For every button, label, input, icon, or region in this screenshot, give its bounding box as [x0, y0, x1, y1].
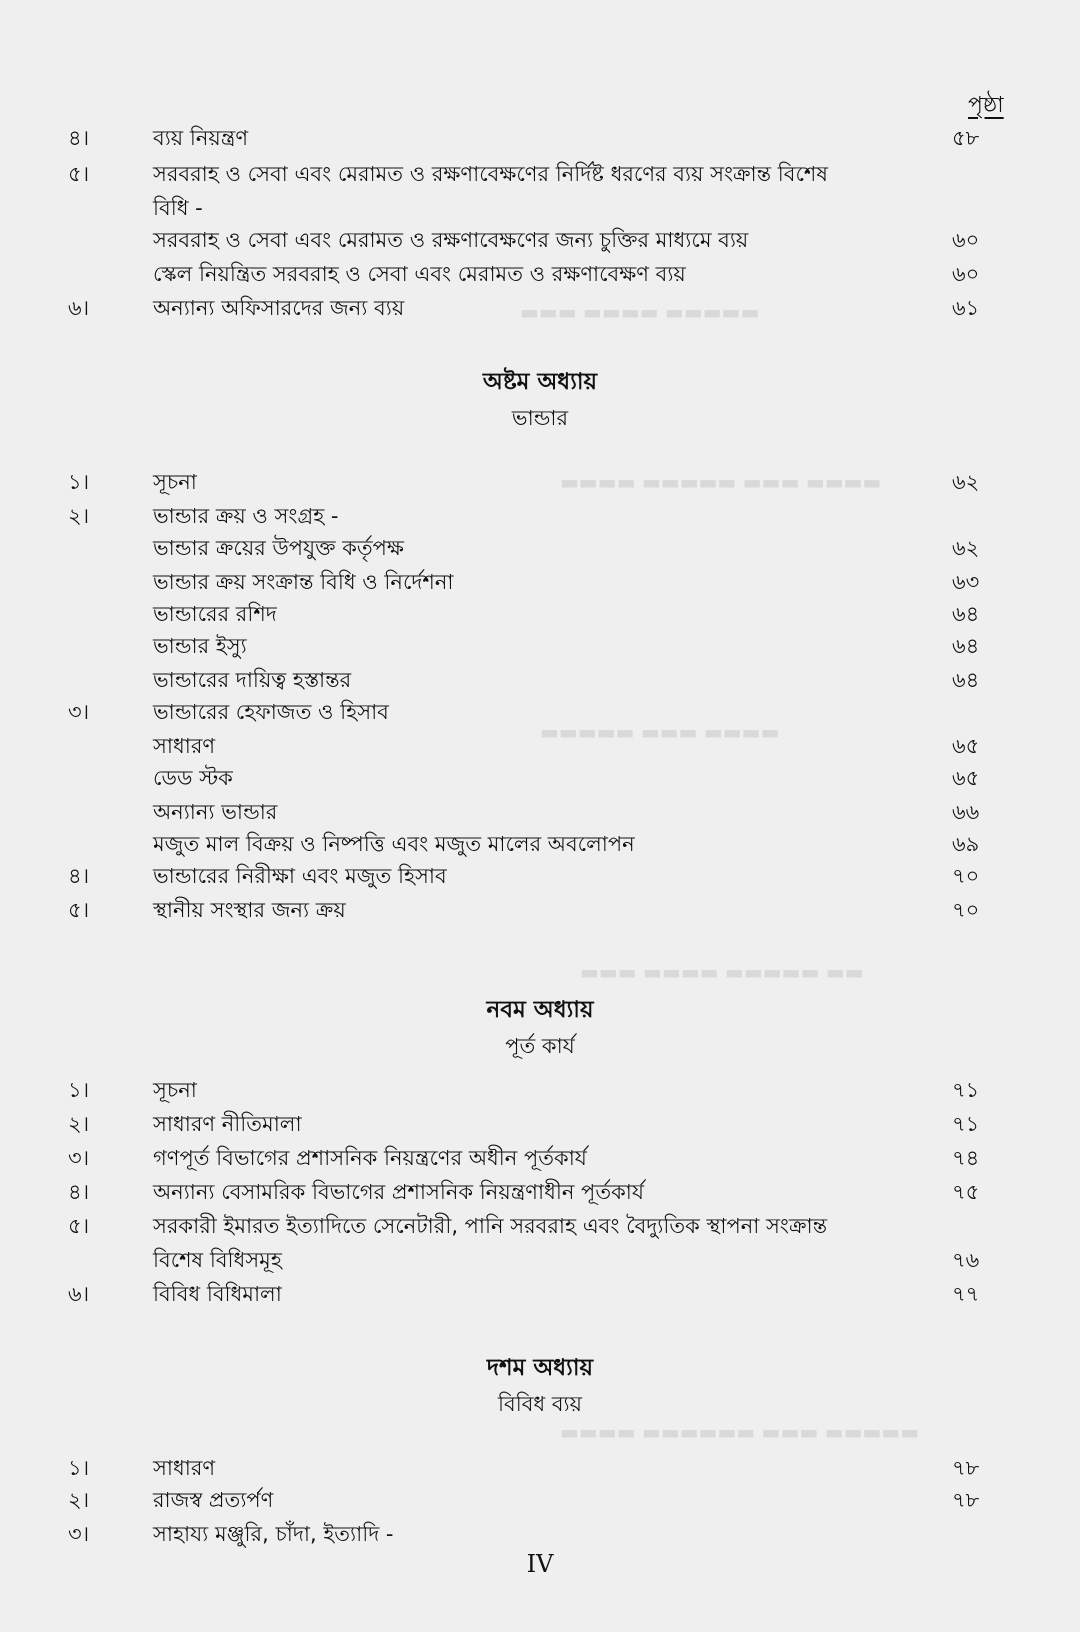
- toc-entry-title: বিশেষ বিধিসমূহ: [153, 1248, 282, 1272]
- toc-entry: [0, 1142, 1080, 1174]
- toc-entry-title: ব্যয় নিয়ন্ত্রণ: [153, 126, 249, 150]
- chapter-subheading: পূর্ত কার্য: [505, 1034, 575, 1058]
- toc-entry-title: বিধি -: [153, 196, 203, 220]
- toc-entry: [0, 796, 1080, 828]
- toc-entry-page: ৬৪: [952, 634, 980, 658]
- toc-entry: [0, 122, 1080, 154]
- toc-entry-title: ভান্ডার ক্রয়ের উপযুক্ত কর্তৃপক্ষ: [153, 536, 404, 560]
- toc-entry-number: ৩।: [68, 1146, 90, 1170]
- toc-entry: [0, 566, 1080, 598]
- toc-entry: [0, 1484, 1080, 1516]
- toc-entry: [0, 258, 1080, 290]
- toc-entry: [0, 192, 1080, 224]
- toc-entry-number: ৩।: [68, 700, 90, 724]
- toc-entry: [0, 598, 1080, 630]
- toc-entry-title: ভান্ডার ক্রয় সংক্রান্ত বিধি ও নির্দেশনা: [153, 570, 454, 594]
- toc-entry-title: রাজস্ব প্রত্যর্পণ: [153, 1488, 274, 1512]
- toc-entry-title: স্কেল নিয়ন্ত্রিত সরবরাহ ও সেবা এবং মেরামত ও রক্ষণাবেক্ষণ ব্যয়: [153, 262, 686, 286]
- toc-entry-page: ৭৮: [952, 1488, 980, 1512]
- toc-entry-title: সাধারণ নীতিমালা: [153, 1112, 302, 1136]
- toc-entry: [0, 532, 1080, 564]
- toc-entry-page: ৫৮: [952, 126, 980, 150]
- toc-entry-title: ভান্ডার ক্রয় ও সংগ্রহ -: [153, 504, 339, 528]
- toc-entry-page: ৬৪: [952, 668, 980, 692]
- toc-entry-number: ৫।: [68, 898, 90, 922]
- toc-entry-page: ৭৭: [952, 1282, 980, 1306]
- toc-entry-title: ভান্ডারের নিরীক্ষা এবং মজুত হিসাব: [153, 864, 447, 888]
- bleed-through-text: ▬▬▬▬▬ ▬▬▬ ▬▬▬▬: [540, 720, 780, 744]
- toc-entry: [0, 894, 1080, 926]
- toc-entry-page: ৬৫: [952, 766, 980, 790]
- toc-entry-number: ১।: [68, 1456, 90, 1480]
- toc-entry: [0, 696, 1080, 728]
- toc-entry-title: সাহায্য মঞ্জুরি, চাঁদা, ইত্যাদি -: [153, 1522, 394, 1546]
- toc-entry-number: ৬।: [68, 296, 90, 320]
- toc-entry-page: ৭১: [952, 1078, 980, 1102]
- toc-entry: [0, 466, 1080, 498]
- toc-entry-page: ৬৬: [952, 800, 980, 824]
- toc-entry-number: ৫।: [68, 162, 90, 186]
- toc-entry: [0, 158, 1080, 190]
- chapter-subheading: বিবিধ ব্যয়: [498, 1392, 582, 1416]
- toc-entry: [0, 1518, 1080, 1550]
- toc-entry-title: সরবরাহ ও সেবা এবং মেরামত ও রক্ষণাবেক্ষণের জন্য চুক্তির মাধ্যমে ব্যয়: [153, 228, 749, 252]
- toc-entry-number: ১।: [68, 470, 90, 494]
- toc-entry: [0, 1278, 1080, 1310]
- toc-entry-title: ভান্ডার ইস্যু: [153, 634, 247, 658]
- toc-entry: [0, 1176, 1080, 1208]
- toc-entry-title: অন্যান্য ভান্ডার: [153, 800, 278, 824]
- toc-entry-title: সাধারণ: [153, 734, 216, 758]
- toc-entry-number: ৬।: [68, 1282, 90, 1306]
- toc-entry: [0, 1108, 1080, 1140]
- toc-entry-page: ৭৪: [952, 1146, 980, 1170]
- toc-entry: [0, 730, 1080, 762]
- toc-entry: [0, 664, 1080, 696]
- toc-entry-page: ৬২: [952, 470, 980, 494]
- toc-entry-title: ভান্ডারের দায়িত্ব হস্তান্তর: [153, 668, 352, 692]
- toc-entry-title: সরকারী ইমারত ইত্যাদিতে সেনেটারী, পানি সরবরাহ এবং বৈদ্যুতিক স্থাপনা সংক্রান্ত: [153, 1214, 828, 1238]
- toc-entry: [0, 224, 1080, 256]
- toc-entry-page: ৭০: [952, 898, 980, 922]
- toc-entry-title: স্থানীয় সংস্থার জন্য ক্রয়: [153, 898, 346, 922]
- toc-entry-number: ৪।: [68, 126, 90, 150]
- toc-entry: [0, 1452, 1080, 1484]
- chapter-subheading: ভান্ডার: [511, 406, 569, 430]
- toc-entry-page: ৬৪: [952, 602, 980, 626]
- toc-entry-title: বিবিধ বিধিমালা: [153, 1282, 282, 1306]
- toc-entry-page: ৬৩: [952, 570, 980, 594]
- toc-entry-page: ৭৬: [952, 1248, 980, 1272]
- toc-entry-number: ৪।: [68, 864, 90, 888]
- toc-entry: [0, 828, 1080, 860]
- chapter-heading: অষ্টম অধ্যায়: [482, 369, 598, 395]
- toc-entry: [0, 1074, 1080, 1106]
- toc-entry-page: ৬০: [952, 262, 980, 286]
- toc-entry-number: ৫।: [68, 1214, 90, 1238]
- toc-entry: [0, 762, 1080, 794]
- toc-entry-page: ৬৫: [952, 734, 980, 758]
- toc-entry-page: ৭৮: [952, 1456, 980, 1480]
- bleed-through-text: ▬▬▬ ▬▬▬▬ ▬▬▬▬▬ ▬▬: [580, 960, 864, 984]
- toc-entry-title: অন্যান্য বেসামরিক বিভাগের প্রশাসনিক নিয়ন্ত্রণাধীন পূর্তকার্য: [153, 1180, 644, 1204]
- toc-entry-page: ৭০: [952, 864, 980, 888]
- toc-entry: [0, 292, 1080, 324]
- toc-entry-title: গণপূর্ত বিভাগের প্রশাসনিক নিয়ন্ত্রণের অধীন পূর্তকার্য: [153, 1146, 587, 1170]
- toc-entry-number: ২।: [68, 504, 90, 528]
- chapter-heading: নবম অধ্যায়: [486, 997, 594, 1023]
- toc-entry-number: ২।: [68, 1112, 90, 1136]
- toc-entry-number: ১।: [68, 1078, 90, 1102]
- toc-entry-page: ৬২: [952, 536, 980, 560]
- toc-entry-title: সূচনা: [153, 470, 197, 494]
- bleed-through-text: ▬▬▬ ▬▬▬▬ ▬▬▬▬▬: [520, 300, 760, 324]
- toc-entry-title: মজুত মাল বিক্রয় ও নিষ্পত্তি এবং মজুত মালের অবলোপন: [153, 832, 635, 856]
- toc-entry: [0, 630, 1080, 662]
- toc-entry: [0, 860, 1080, 892]
- chapter-heading: দশম অধ্যায়: [486, 1355, 594, 1381]
- toc-entry-title: সাধারণ: [153, 1456, 216, 1480]
- toc-entry-page: ৬৯: [952, 832, 980, 856]
- toc-entry-number: ৩।: [68, 1522, 90, 1546]
- toc-entry-title: অন্যান্য অফিসারদের জন্য ব্যয়: [153, 296, 405, 320]
- toc-entry-title: ডেড স্টক: [153, 766, 233, 790]
- bleed-through-text: ▬▬▬▬ ▬▬▬▬▬▬ ▬▬▬ ▬▬▬▬▬: [560, 1420, 920, 1444]
- toc-entry-title: সূচনা: [153, 1078, 197, 1102]
- toc-entry-page: ৭৫: [952, 1180, 980, 1204]
- toc-entry-title: সরবরাহ ও সেবা এবং মেরামত ও রক্ষণাবেক্ষণের নির্দিষ্ট ধরণের ব্যয় সংক্রান্ত বিশেষ: [153, 162, 828, 186]
- toc-entry-page: ৬০: [952, 228, 980, 252]
- page-column-header: পৃষ্ঠা: [968, 93, 1004, 118]
- page-number-footer: IV: [526, 1550, 554, 1578]
- toc-entry: [0, 1210, 1080, 1242]
- toc-entry-page: ৭১: [952, 1112, 980, 1136]
- bleed-through-text: ▬▬▬▬ ▬▬▬▬▬ ▬▬▬ ▬▬▬▬: [560, 470, 882, 494]
- toc-entry-number: ৪।: [68, 1180, 90, 1204]
- toc-entry-title: ভান্ডারের হেফাজত ও হিসাব: [153, 700, 389, 724]
- toc-entry-page: ৬১: [952, 296, 980, 320]
- toc-entry-number: ২।: [68, 1488, 90, 1512]
- toc-entry: [0, 500, 1080, 532]
- toc-entry-title: ভান্ডারের রশিদ: [153, 602, 277, 626]
- toc-entry: [0, 1244, 1080, 1276]
